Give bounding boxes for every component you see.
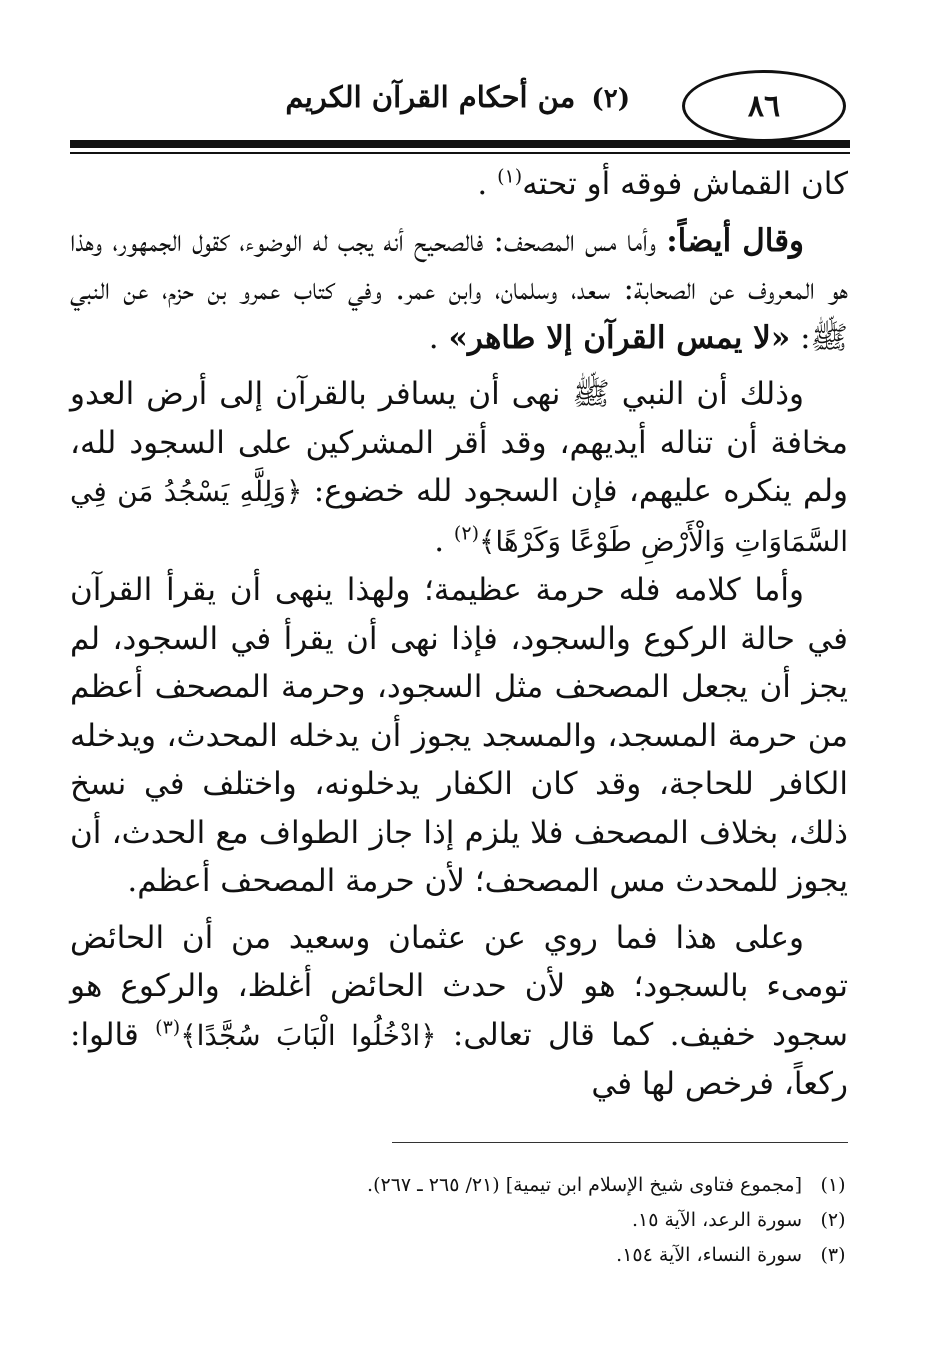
paragraph-3: وأما كلامه فله حرمة عظيمة؛ ولهذا ينهى أن يقرأ القرآن في حالة الركوع والسجود، فإذا نهى أن يقرأ في السجود، لم يجز أن يجعل المصحف مثل السجود، وحرمة المصحف أعظم من حرمة المسجد، والمسجد يجوز أن يدخله المحدث، ويدخله الكافر للحاجة، وقد كان الكفار يدخلونه، واختلف في نسخ ذلك، بخلاف المصحف فلا يلزم إذا جاز الطواف مع الحدث، أن يجوز للمحدث مس المصحف؛ لأن حرمة المصحف أعظم. — [70, 572, 848, 899]
footnote-label: (٢) — [820, 1209, 846, 1231]
footnote-label: (٣) — [820, 1244, 846, 1266]
footnote-item — [300, 1168, 850, 1203]
quran-verse: ﴿ادْخُلُوا الْبَابَ سُجَّدًا﴾ — [180, 1018, 437, 1052]
hadith-quote: «لا يمس القرآن إلا طاهر» — [448, 319, 791, 356]
footnote-text: سورة الرعد، الآية ١٥. — [631, 1209, 802, 1231]
running-title — [70, 80, 630, 114]
footnote-ref-3: (٣) — [155, 1016, 181, 1039]
paragraph-lead: وقال أيضاً: — [666, 222, 804, 259]
chapter-title: من أحكام القرآن الكريم — [285, 80, 576, 114]
page-number-oval — [682, 70, 846, 142]
page-number: ٨٦ — [747, 88, 781, 124]
footnote-ref-1: (١) — [497, 165, 523, 188]
footnote-text: [مجموع فتاوى شيخ الإسلام ابن تيمية] (٢١/ ٢٦٥ ـ ٢٦٧). — [367, 1174, 802, 1196]
footnote-item — [300, 1203, 850, 1238]
page-header — [70, 62, 850, 152]
footnote-text: سورة النساء، الآية ١٥٤. — [616, 1244, 802, 1266]
footnote-ref-2: (٢) — [453, 522, 479, 545]
main-text — [70, 160, 848, 1109]
footnote-label: (١) — [820, 1174, 846, 1196]
quran-verse: ﴿وَلِلَّهِ يَسْجُدُ مَن فِي السَّمَاوَاتِ وَالْأَرْضِ طَوْعًا وَكَرْهًا﴾ — [70, 475, 848, 558]
paragraph-2: وذلك أن النبي ﷺ نهى أن يسافر بالقرآن إلى أرض العدو مخافة أن تناله أيديهم، وقد أقر المشركين على السجود لله، ولم ينكره عليهم، فإن السجود لله خضوع: ﴿وَلِلَّهِ يَسْجُدُ مَن فِي السَّمَاوَاتِ وَالْأَرْضِ طَوْعًا وَكَرْهًا﴾$^{(٢)}$ . — [70, 376, 848, 559]
header-rule-thin — [70, 152, 850, 154]
paragraph-1: وقال أيضاً: وأما مس المصحف: فالصحيح أنه يجب له الوضوء، كقول الجمهور، وهذا هو المعروف عن الصحابة: سعد، وسلمان، وابن عمر. وفي كتاب عمرو بن حزم، عن النبي ﷺ: «لا يمس القرآن إلا طاهر» . — [70, 222, 848, 356]
footnote-divider — [392, 1142, 848, 1143]
header-rule-thick — [70, 140, 850, 148]
paragraph-4: وعلى هذا فما روي عن عثمان وسعيد من أن الحائض تومىء بالسجود؛ هو لأن حدث الحائض أغلظ، والركوع هو سجود خفيف. كما قال تعالى: ﴿ادْخُلُوا الْبَابَ سُجَّدًا﴾$^{(٣)}$ قالوا: ركعاً، فرخص لها في — [70, 919, 848, 1102]
footnote-item — [300, 1238, 850, 1273]
paragraph-continued: كان القماش فوقه أو تحته$^{(١)}$ . — [477, 165, 848, 202]
footnotes — [300, 1168, 850, 1273]
chapter-number: (٢) — [591, 84, 630, 114]
